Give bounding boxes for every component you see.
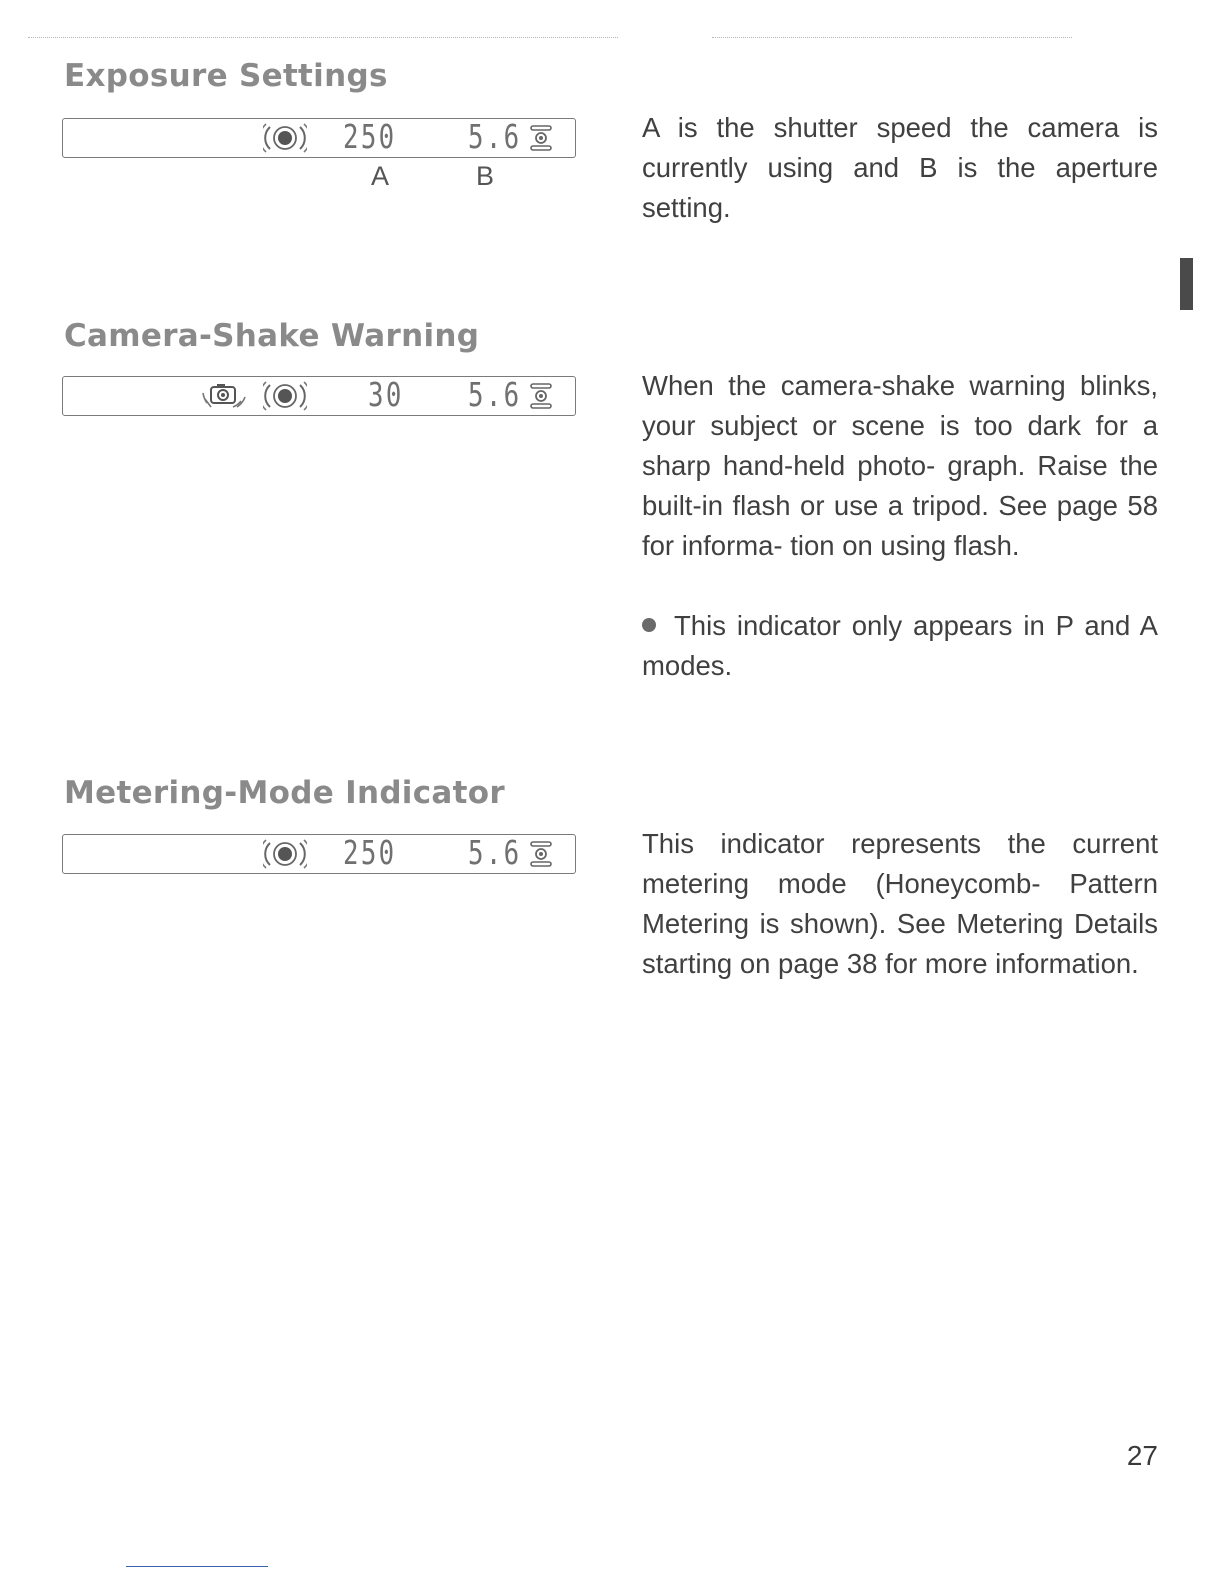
aperture-readout: 5.6 (468, 833, 522, 872)
program-mode-icon (529, 381, 553, 411)
honeycomb-metering-icon (263, 379, 307, 413)
heading-metering-mode-indicator: Metering-Mode Indicator (64, 775, 505, 811)
heading-exposure-settings: Exposure Settings (64, 58, 388, 94)
honeycomb-metering-icon (263, 837, 307, 871)
metering-mode-text: This indicator represents the current metering mode (Honeycomb- Pattern Metering is shown). See Metering Details starting on page 38 for more information. (642, 828, 1158, 979)
exposure-settings-text: A is the shutter speed the camera is currently using and B is the aperture setting. (642, 112, 1158, 223)
page-number: 27 (1126, 1440, 1158, 1471)
lcd-display-camera-shake (62, 376, 576, 416)
shutter-speed-readout: 250 (343, 833, 397, 872)
aperture-readout: 5.6 (468, 117, 522, 156)
aperture-readout: 5.6 (468, 375, 522, 414)
camera-shake-text: When the camera-shake warning blinks, your subject or scene is too dark for a sharp hand-held photo- graph. Raise the built-in flash or use a tripod. See page 58 for informa- tion on using flash. (642, 370, 1158, 561)
program-mode-icon (529, 839, 553, 869)
program-mode-icon (529, 123, 553, 153)
top-rule-right (712, 37, 1072, 38)
label-b: B (476, 161, 495, 191)
bottom-rule (126, 1566, 268, 1567)
bullet-dot-icon (642, 618, 656, 632)
lcd-display-exposure (62, 118, 576, 158)
shutter-speed-readout: 250 (343, 117, 397, 156)
camera-shake-note-text: This indicator only appears in P and A modes. (642, 610, 1158, 681)
top-rule-left (28, 37, 618, 38)
camera-shake-icon (201, 379, 247, 413)
label-a: A (371, 161, 390, 191)
camera-shake-note (642, 606, 1158, 686)
thumb-index-tab (1180, 258, 1193, 310)
shutter-speed-readout: 30 (368, 375, 404, 414)
heading-camera-shake-warning: Camera-Shake Warning (64, 318, 480, 354)
lcd-display-metering-mode (62, 834, 576, 874)
honeycomb-metering-icon (263, 121, 307, 155)
